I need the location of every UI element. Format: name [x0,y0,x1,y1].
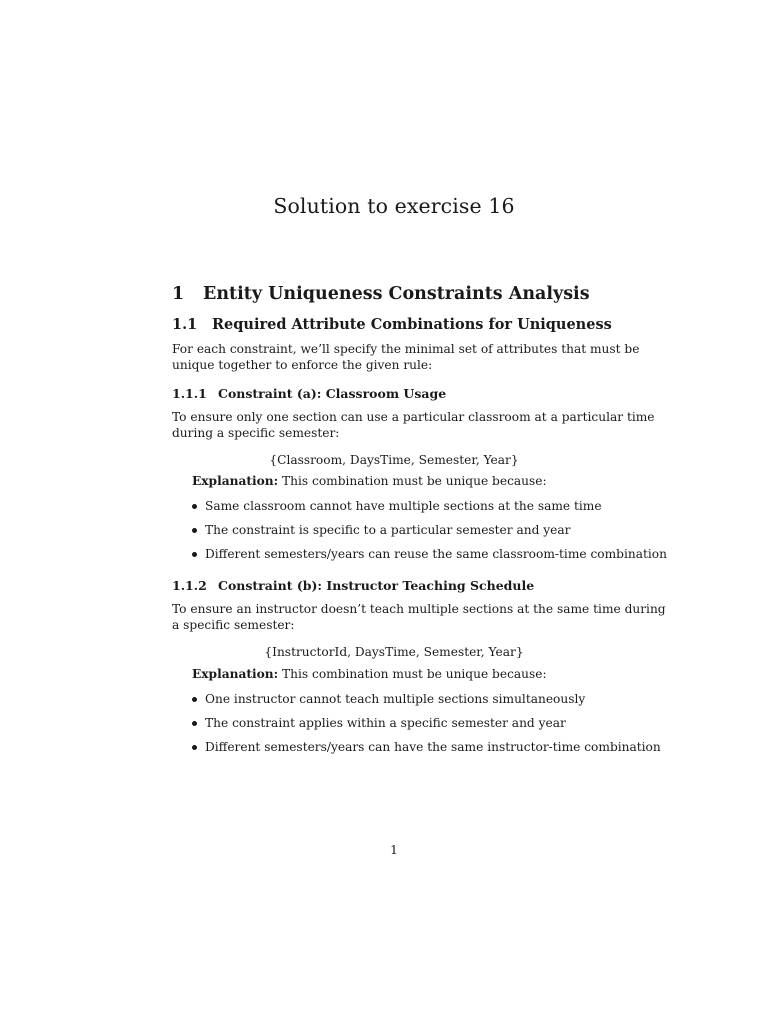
list-item [190,523,667,547]
subsection-title: Required Attribute Combinations for Uniqueness [212,316,612,333]
subsubsection-heading-b [172,578,534,593]
bullet-icon [192,552,197,557]
list-item [190,740,661,764]
section-title: Entity Uniqueness Constraints Analysis [203,284,590,304]
subsection-number: 1.1 [172,316,198,333]
constraint-b-bullet-list [190,692,661,764]
paragraph-line: To ensure only one section can use a particular classroom at a particular time [172,410,655,424]
constraint-b-intro-paragraph [172,601,666,633]
list-item [190,716,661,740]
bullet-icon [192,745,197,750]
constraint-b-attribute-set: {InstructorId, DaysTime, Semester, Year} [264,645,524,659]
section-heading-1 [172,284,590,304]
subsubsection-number: 1.1.1 [172,386,207,401]
subsubsection-title: Constraint (a): Classroom Usage [218,386,447,401]
page-number: 1 [390,843,398,857]
constraint-a-intro-paragraph [172,409,655,441]
document-title: Solution to exercise 16 [273,194,515,218]
subsection-heading-1-1 [172,316,612,333]
bullet-icon [192,504,197,509]
constraint-b-explanation [192,667,547,681]
bullet-icon [192,721,197,726]
constraint-a-explanation [192,474,547,488]
paragraph-line: during a specific semester: [172,426,340,440]
explanation-text: This combination must be unique because: [278,474,547,488]
list-item-text: Different semesters/years can reuse the same classroom-time combination [205,547,667,561]
subsection-intro-paragraph [172,341,640,373]
constraint-a-bullet-list [190,499,667,571]
list-item [190,499,667,523]
explanation-text: This combination must be unique because: [278,667,547,681]
paragraph-line: For each constraint, we’ll specify the minimal set of attributes that must be [172,342,640,356]
subsubsection-number: 1.1.2 [172,578,207,593]
subsubsection-title: Constraint (b): Instructor Teaching Schedule [218,578,535,593]
paragraph-line: a specific semester: [172,618,295,632]
explanation-label: Explanation: [192,667,279,681]
bullet-icon [192,697,197,702]
list-item [190,547,667,571]
list-item-text: Different semesters/years can have the same instructor-time combination [205,740,661,754]
constraint-a-attribute-set: {Classroom, DaysTime, Semester, Year} [269,453,519,467]
list-item-text: The constraint is specific to a particular semester and year [205,523,571,537]
explanation-label: Explanation: [192,474,279,488]
list-item-text: One instructor cannot teach multiple sections simultaneously [205,692,586,706]
bullet-icon [192,528,197,533]
list-item [190,692,661,716]
list-item-text: Same classroom cannot have multiple sections at the same time [205,499,602,513]
paragraph-line: To ensure an instructor doesn’t teach multiple sections at the same time during [172,602,666,616]
section-number: 1 [172,284,185,304]
paragraph-line: unique together to enforce the given rule: [172,358,433,372]
subsubsection-heading-a [172,386,446,401]
list-item-text: The constraint applies within a specific semester and year [205,716,566,730]
